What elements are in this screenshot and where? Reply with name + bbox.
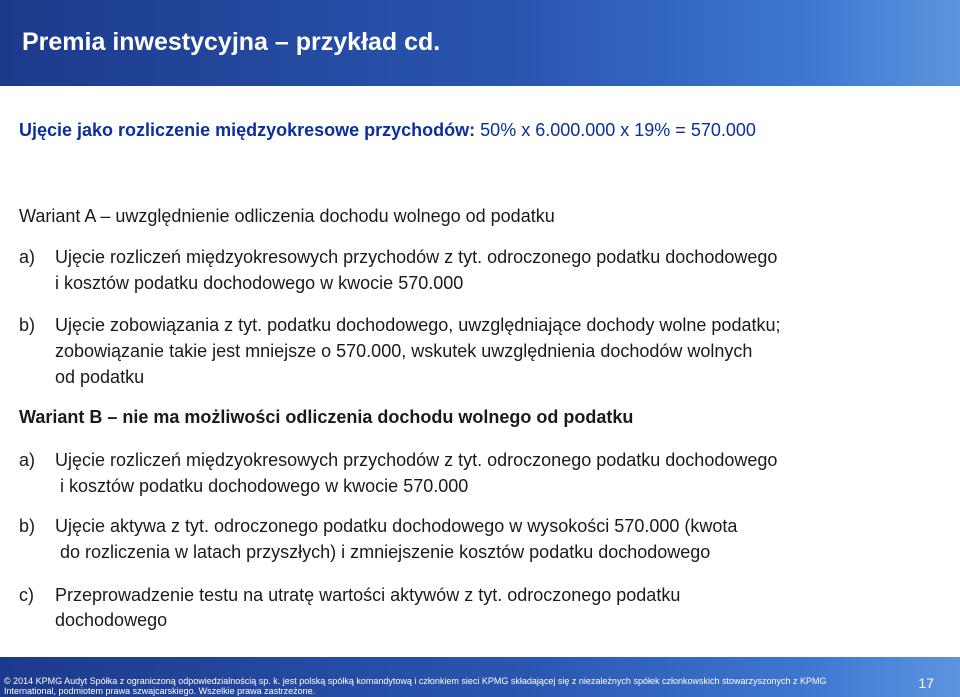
item-line: Ujęcie rozliczeń międzyokresowych przychodów z tyt. odroczonego podatku dochodowego xyxy=(55,247,778,267)
item-marker: c) xyxy=(19,585,34,605)
intro-formula: 50% x 6.000.000 x 19% = 570.000 xyxy=(480,120,756,140)
variant-b-heading: Wariant B – nie ma możliwości odliczenia dochodu wolnego od podatku xyxy=(19,407,634,427)
item-line: i kosztów podatku dochodowego w kwocie 570.000 xyxy=(60,476,469,496)
item-marker: b) xyxy=(19,315,36,335)
item-marker: a) xyxy=(19,247,36,267)
item-line: od podatku xyxy=(55,367,145,387)
slide-title: Premia inwestycyjna – przykład cd. xyxy=(22,28,441,56)
page-number: 17 xyxy=(918,675,934,691)
variant-a-heading: Wariant A – uwzględnienie odliczenia dochodu wolnego od podatku xyxy=(19,206,555,226)
item-line: Przeprowadzenie testu na utratę wartości aktywów z tyt. odroczonego podatku xyxy=(55,585,681,605)
footer-bar xyxy=(0,657,960,697)
item-line: zobowiązanie takie jest mniejsze o 570.000, wskutek uwzględnienia dochodów wolnych xyxy=(55,341,753,361)
item-line: Ujęcie rozliczeń międzyokresowych przychodów z tyt. odroczonego podatku dochodowego xyxy=(55,450,778,470)
item-line: dochodowego xyxy=(55,610,168,630)
item-marker: b) xyxy=(19,516,36,536)
item-line: i kosztów podatku dochodowego w kwocie 570.000 xyxy=(55,273,464,293)
item-marker: a) xyxy=(19,450,36,470)
intro-label: Ujęcie jako rozliczenie międzyokresowe przychodów: xyxy=(19,120,476,140)
copyright-line-2: International, podmiotem prawa szwajcarskiego. Wszelkie prawa zastrzeżone. xyxy=(4,686,316,696)
copyright-line-1: © 2014 KPMG Audyt Spółka z ograniczoną odpowiedzialnością sp. k. jest polską spółką komandytową i członkiem sieci KPMG składającej się z niezależnych spółek członkowskich stowarzyszonych z KPMG xyxy=(4,676,827,686)
intro-line xyxy=(19,119,756,141)
item-line: Ujęcie zobowiązania z tyt. podatku dochodowego, uwzględniające dochody wolne podatku; xyxy=(55,315,781,335)
item-line: Ujęcie aktywa z tyt. odroczonego podatku dochodowego w wysokości 570.000 (kwota xyxy=(55,516,738,536)
title-bar xyxy=(0,0,960,86)
item-line: do rozliczenia w latach przyszłych) i zmniejszenie kosztów podatku dochodowego xyxy=(60,542,711,562)
